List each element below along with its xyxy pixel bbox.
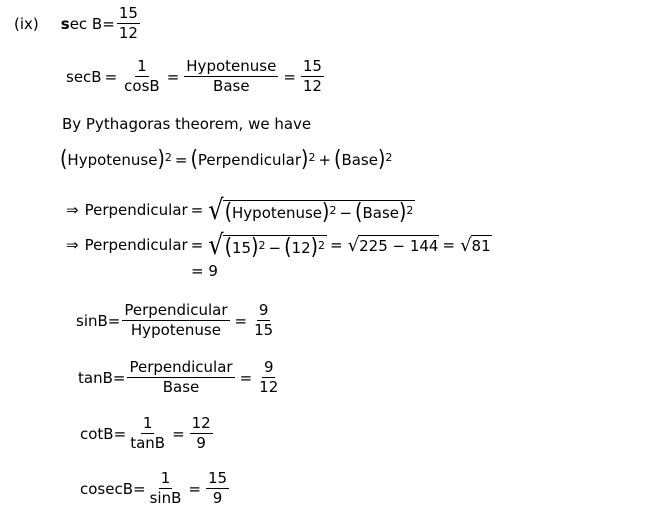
hypotenuse-term: Hypotenuse: [232, 203, 323, 222]
hypotenuse-term: Hypotenuse: [67, 150, 158, 169]
fraction-12-over-9: [190, 415, 213, 452]
square-root: [348, 235, 440, 255]
fraction-15-over-12: [301, 58, 324, 95]
open-paren: (: [224, 199, 233, 225]
numerator: 1: [160, 469, 171, 487]
denominator: sinB: [149, 489, 182, 507]
numerator: Hypotenuse: [186, 57, 277, 75]
denominator: 12: [302, 77, 322, 95]
numerator: Perpendicular: [129, 358, 233, 376]
given-denominator: 12: [118, 24, 138, 42]
equals-sign: =: [102, 14, 115, 33]
close-paren: ): [377, 146, 386, 172]
close-paren: ): [157, 146, 165, 172]
perpendicular-label: Perpendicular: [84, 201, 188, 219]
radical-sign-icon: √: [208, 228, 224, 262]
sec-rest: ec B: [69, 14, 103, 33]
numerator: 1: [142, 414, 153, 432]
equals-sign: =: [239, 368, 253, 387]
denominator: 9: [212, 489, 223, 507]
perpendicular-result: [191, 262, 218, 280]
cosec-line: [80, 470, 231, 507]
radical-sign-icon: √: [347, 235, 360, 256]
equals-sign: =: [174, 150, 188, 169]
radicand: ( Hypotenuse ) $^2$ − ( Base ) $^2$: [224, 199, 414, 225]
sin-lhs: sinB: [76, 311, 108, 330]
numerator: 9: [258, 301, 269, 319]
equals-sign: =: [107, 311, 121, 330]
tan-lhs: tanB: [78, 368, 113, 387]
sec-bold-letter: s: [60, 14, 70, 33]
sec-definition-line: [66, 58, 326, 95]
denominator: 15: [254, 321, 274, 339]
base-term: Base: [341, 150, 378, 169]
equals-sign: =: [112, 368, 126, 387]
pythagoras-equation: ( Hypotenuse ) $^2$ = ( Perpendicular ) $^2$ + ( Base ) $^2$: [60, 146, 393, 172]
equals-sign: =: [104, 67, 118, 86]
cot-line: [80, 415, 215, 452]
close-paren: ): [310, 234, 319, 260]
numerator: 15: [302, 57, 322, 75]
fraction-1-over-sin: [148, 470, 184, 507]
tan-line: [78, 359, 282, 396]
square-root: [460, 235, 492, 255]
fraction-15-over-9: [206, 470, 229, 507]
denominator: Hypotenuse: [130, 321, 221, 339]
given-numerator: 15: [118, 4, 138, 22]
close-paren: ): [322, 199, 330, 225]
problem-header: [14, 5, 142, 42]
fraction-9-over-15: [252, 302, 275, 339]
denominator: tanB: [130, 434, 166, 452]
square-root: [208, 228, 327, 262]
problem-number: (ix): [14, 14, 39, 33]
pythagoras-intro: [62, 115, 311, 133]
value-12: 12: [291, 238, 311, 257]
pythagoras-intro-text: By Pythagoras theorem, we have: [62, 115, 312, 133]
fraction-perp-over-base: [127, 359, 234, 396]
denominator: Base: [213, 77, 250, 95]
close-paren: ): [251, 234, 259, 260]
minus-sign: −: [268, 238, 282, 257]
perpendicular-label: Perpendicular: [84, 236, 188, 254]
radicand: ( 15 ) $^2$ − ( 12 ) $^2$: [224, 234, 326, 260]
open-paren: (: [334, 146, 342, 172]
open-paren: (: [190, 146, 198, 172]
equals-sign: =: [190, 236, 204, 254]
denominator: Base: [162, 378, 200, 396]
base-term: Base: [362, 203, 399, 222]
equals-sign: =: [330, 236, 343, 254]
numerator: 9: [263, 358, 274, 376]
equals-sign: =: [442, 236, 456, 254]
open-paren: (: [284, 234, 292, 260]
implies-arrow: ⇒: [66, 236, 79, 254]
perpendicular-line-1: [66, 193, 415, 227]
equals-sign: =: [234, 311, 248, 330]
square-root: [208, 193, 415, 227]
fraction-hyp-over-base: [184, 58, 278, 95]
plus-sign: +: [318, 150, 332, 169]
close-paren: ): [399, 199, 407, 225]
equals-sign: =: [190, 201, 204, 219]
sec-lhs: secB: [66, 67, 102, 86]
fraction-perp-over-hyp: [122, 302, 229, 339]
equals-sign: =: [133, 479, 146, 498]
close-paren: ): [301, 146, 309, 172]
denominator: cosB: [124, 77, 160, 95]
equals-sign: =: [172, 424, 185, 443]
equals-sign: =: [188, 479, 201, 498]
radical-sign-icon: √: [460, 235, 472, 256]
minus-sign: −: [339, 203, 353, 222]
perpendicular-line-2: [66, 228, 492, 262]
radical-sign-icon: √: [208, 193, 224, 227]
fraction-9-over-12: [257, 359, 280, 396]
equals-sign: =: [283, 67, 296, 86]
denominator: 9: [196, 434, 206, 452]
equals-sign: =: [166, 67, 180, 86]
implies-arrow: ⇒: [66, 201, 79, 219]
open-paren: (: [355, 199, 363, 225]
open-paren: (: [60, 146, 68, 172]
equals-sign: =: [113, 424, 127, 443]
result-value: = 9: [191, 262, 218, 280]
numerator: 1: [137, 57, 147, 75]
open-paren: (: [224, 234, 233, 260]
given-fraction: [117, 5, 140, 42]
denominator: 12: [259, 378, 279, 396]
radicand: 225 − 144: [359, 237, 439, 255]
value-15: 15: [232, 238, 252, 257]
cosec-lhs: cosecB: [80, 479, 134, 498]
perpendicular-term: Perpendicular: [197, 150, 302, 169]
numerator: Perpendicular: [124, 301, 228, 319]
cot-lhs: cotB: [80, 424, 114, 443]
fraction-1-over-cos: [122, 58, 162, 95]
fraction-1-over-tan: [128, 415, 167, 452]
sin-line: [76, 302, 277, 339]
numerator: 12: [191, 414, 211, 432]
radicand: 81: [471, 237, 491, 255]
numerator: 15: [207, 469, 228, 487]
